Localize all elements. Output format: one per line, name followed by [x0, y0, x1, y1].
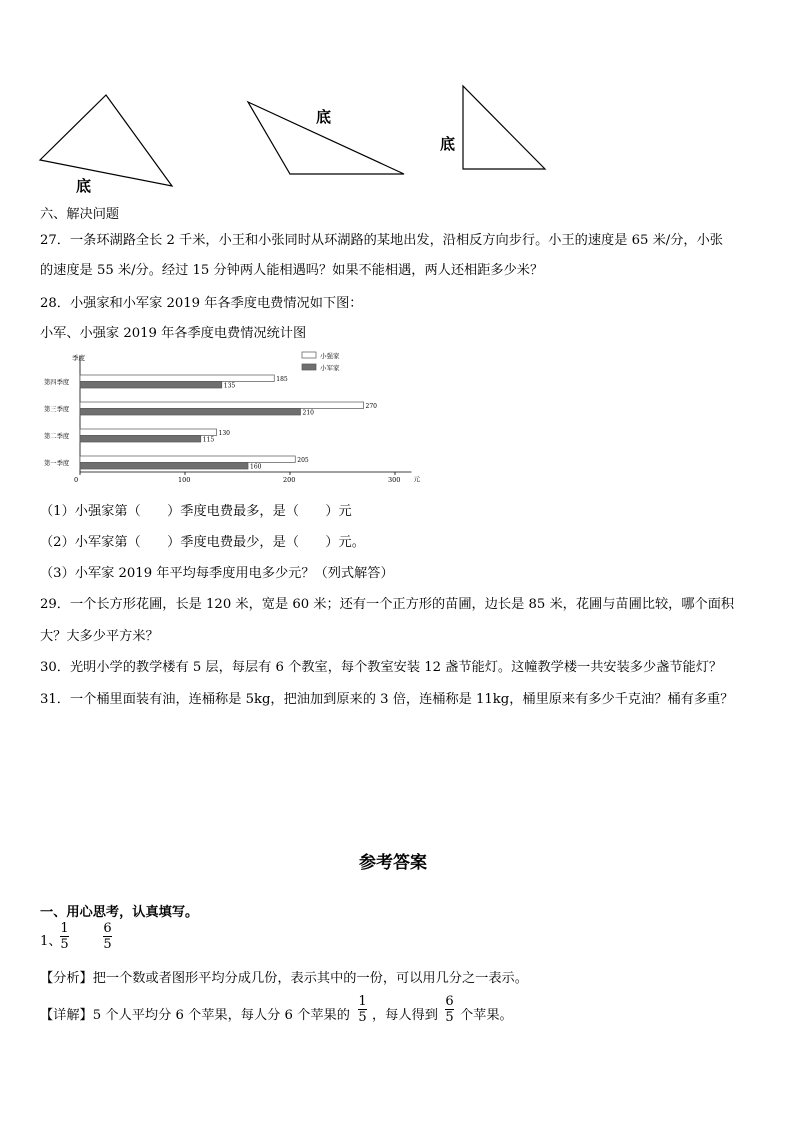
category-label: 第三季度 — [44, 406, 70, 413]
answer-1-number: 1、 — [40, 934, 62, 949]
section-title: 六、解决问题 — [40, 207, 120, 222]
bar-chart — [30, 348, 430, 488]
legend-label: 小军家 — [320, 364, 340, 372]
detail-text-part3: 个苹果。 — [460, 1008, 513, 1023]
data-label: 205 — [297, 457, 309, 464]
fraction-denominator: 5 — [358, 1010, 367, 1025]
fraction-denominator: 5 — [103, 937, 112, 952]
triangle-1-base-label: 底 — [76, 177, 92, 195]
triangle-figures — [0, 0, 794, 200]
question-27-line1: 27．一条环湖路全长 2 千米，小王和小张同时从环湖路的某地出发，沿相反方向步行。小王的速度是 65 米/分，小张 — [40, 233, 723, 248]
answers-title: 参考答案 — [359, 853, 427, 873]
detail-text-part2: ，每人得到 — [372, 1008, 438, 1023]
data-label: 135 — [223, 382, 236, 390]
fraction-denominator: 5 — [445, 1010, 454, 1025]
data-label: 160 — [250, 463, 262, 471]
data-label: 185 — [276, 376, 288, 383]
bar-xiaojun — [80, 463, 248, 470]
legend-swatch — [302, 364, 316, 370]
question-28-sub1: （1）小强家第（ ）季度电费最多，是（ ）元 — [40, 504, 352, 519]
question-28-intro: 28．小强家和小军家 2019 年各季度电费情况如下图： — [40, 296, 363, 311]
analysis-text: 【分析】把一个数或者图形平均分成几份，表示其中的一份，可以用几分之一表示。 — [40, 971, 528, 986]
bar-xiaoqiang — [80, 375, 274, 382]
detail-fraction-2 — [445, 994, 454, 1025]
detail-text-part1: 【详解】5 个人平均分 6 个苹果，每人分 6 个苹果的 — [40, 1008, 350, 1023]
legend-swatch — [302, 352, 316, 358]
y-axis-label: 季度 — [72, 354, 85, 362]
x-axis-label: 元 — [413, 475, 420, 483]
question-30: 30．光明小学的教学楼有 5 层，每层有 6 个教室，每个教室安装 12 盏节能灯。这幢教学楼一共安装多少盏节能灯？ — [40, 660, 723, 675]
category-label: 第四季度 — [44, 379, 70, 386]
question-27-line2: 的速度是 55 米/分。经过 15 分钟两人能相遇吗？如果不能相遇，两人还相距多少米？ — [40, 263, 544, 278]
triangle-3 — [463, 86, 545, 169]
fraction-numerator: 1 — [358, 994, 367, 1009]
category-label: 第二季度 — [44, 433, 70, 440]
question-28-sub3: （3）小军家 2019 年平均每季度用电多少元？（列式解答） — [40, 566, 394, 581]
answer-1-fraction-1 — [60, 921, 69, 952]
data-label: 115 — [202, 436, 215, 444]
question-29-line1: 29．一个长方形花圃，长是 120 米，宽是 60 米；还有一个正方形的苗圃，边长是 85 米，花圃与苗圃比较，哪个面积 — [40, 597, 735, 612]
x-tick-label: 100 — [178, 476, 191, 484]
fraction-numerator: 6 — [445, 994, 454, 1009]
detail-fraction-1 — [358, 994, 367, 1025]
triangle-2-base-label: 底 — [316, 108, 332, 126]
answers-part1-title: 一、用心思考，认真填写。 — [40, 905, 199, 920]
data-label: 130 — [218, 430, 230, 437]
chart-title: 小军、小强家 2019 年各季度电费情况统计图 — [40, 326, 307, 341]
bar-xiaoqiang — [80, 402, 364, 409]
x-tick-label: 200 — [283, 476, 296, 484]
data-label: 270 — [365, 403, 377, 410]
category-label: 第一季度 — [44, 460, 70, 467]
bar-xiaojun — [80, 382, 222, 389]
fraction-denominator: 5 — [60, 937, 69, 952]
bar-xiaoqiang — [80, 456, 295, 463]
fraction-numerator: 1 — [60, 921, 69, 936]
x-tick-label: 0 — [74, 476, 79, 484]
question-28-sub2: （2）小军家第（ ）季度电费最少，是（ ）元。 — [40, 535, 365, 550]
bar-xiaojun — [80, 436, 201, 443]
legend-label: 小强家 — [320, 352, 340, 360]
bar-xiaoqiang — [80, 429, 217, 436]
triangle-1 — [40, 95, 172, 186]
data-label: 210 — [302, 409, 314, 417]
question-29-line2: 大？大多少平方米？ — [40, 629, 159, 644]
answer-1-fraction-2 — [103, 921, 112, 952]
fraction-numerator: 6 — [103, 921, 112, 936]
question-31: 31．一个桶里面装有油，连桶称是 5kg，把油加到原来的 3 倍，连桶称是 11kg，桶里原来有多少千克油？桶有多重？ — [40, 692, 734, 707]
triangle-3-base-label: 底 — [440, 135, 456, 153]
bar-xiaojun — [80, 409, 301, 416]
x-tick-label: 300 — [388, 476, 401, 484]
